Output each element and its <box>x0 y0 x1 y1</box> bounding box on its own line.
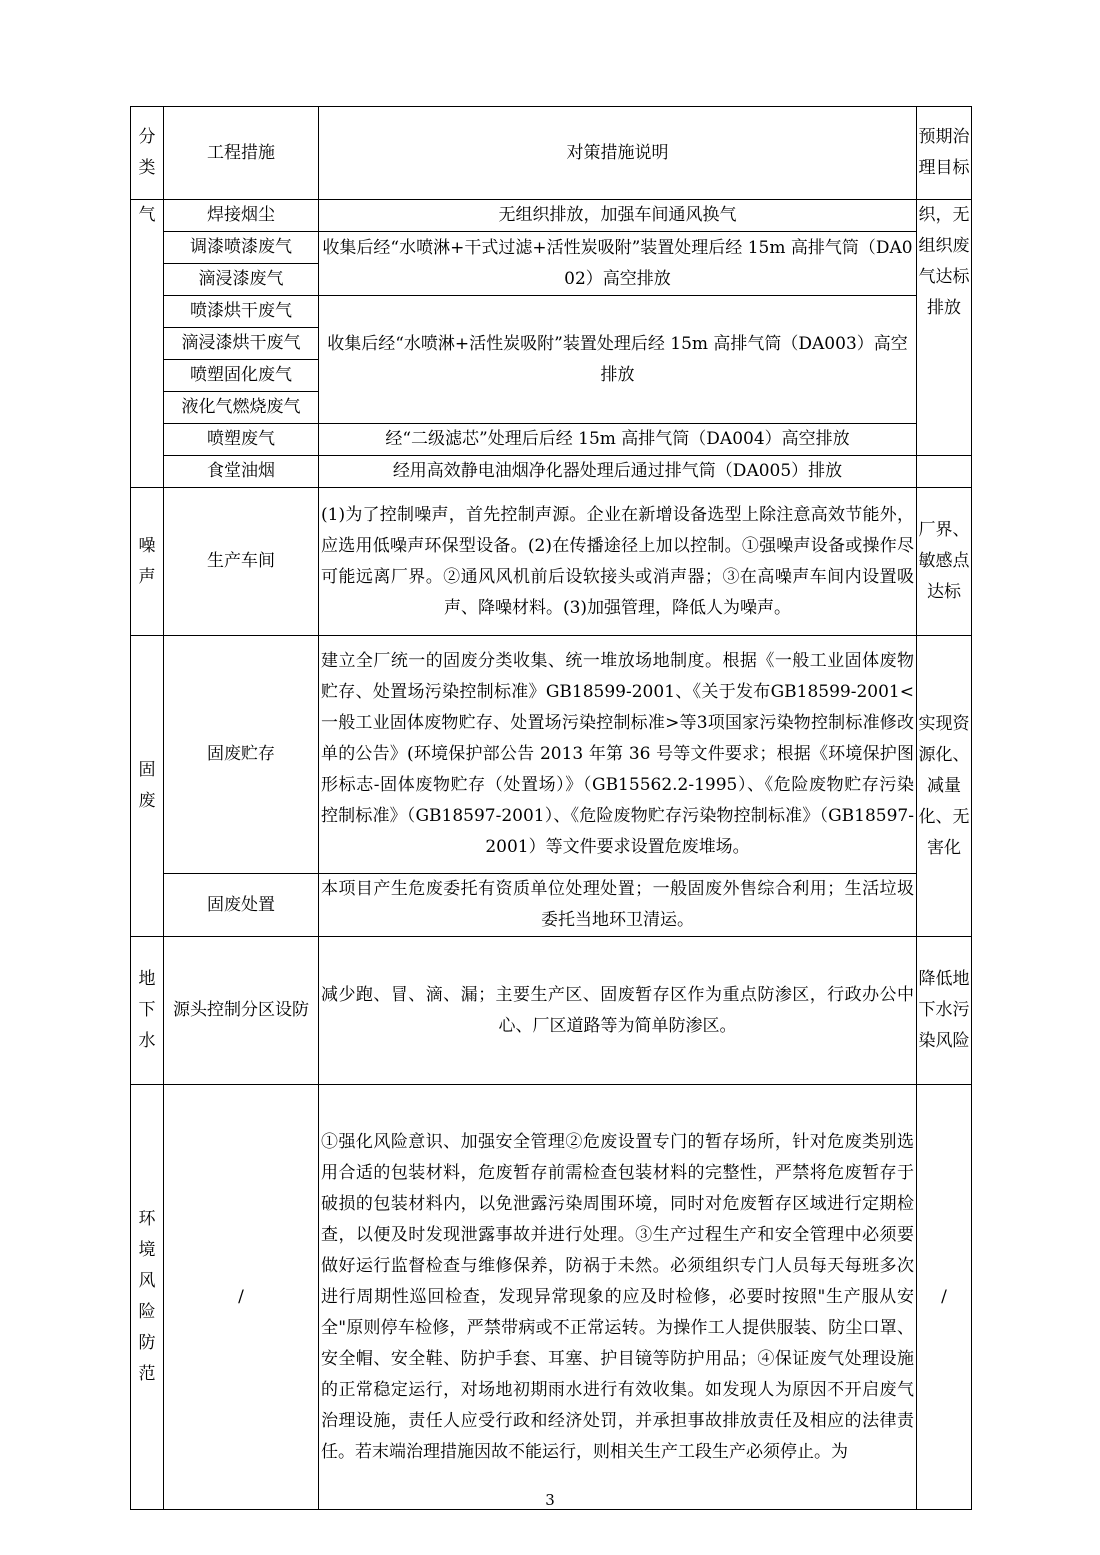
groundwater-description: 减少跑、冒、滴、漏；主要生产区、固废暂存区作为重点防渗区，行政办公中心、厂区道路等为简单防渗区。 <box>319 937 917 1085</box>
air-target-empty <box>917 456 972 488</box>
table-row <box>131 232 972 264</box>
air-measure: 喷漆烘干废气 <box>164 296 319 328</box>
air-description: 经“二级滤芯”处理后后经 15m 高排气筒（DA004）高空排放 <box>319 424 917 456</box>
header-row <box>131 107 972 200</box>
groundwater-target: 降低地下水污染风险 <box>917 937 972 1085</box>
air-description: 收集后经“水喷淋+活性炭吸附”装置处理后经 15m 高排气筒（DA003）高空排放 <box>319 296 917 424</box>
table-row <box>131 488 972 636</box>
noise-target: 厂界、敏感点达标 <box>917 488 972 636</box>
air-measure: 滴浸漆烘干废气 <box>164 328 319 360</box>
groundwater-category: 地下水 <box>131 937 164 1085</box>
header-category: 分类 <box>131 107 164 200</box>
measures-table <box>130 106 972 1510</box>
header-description: 对策措施说明 <box>319 107 917 200</box>
table-row <box>131 874 972 937</box>
noise-category: 噪声 <box>131 488 164 636</box>
air-category: 气 <box>131 200 164 488</box>
air-description: 无组织排放，加强车间通风换气 <box>319 200 917 232</box>
groundwater-measure: 源头控制分区设防 <box>164 937 319 1085</box>
table-row <box>131 937 972 1085</box>
table-row <box>131 1085 972 1510</box>
solid-description: 建立全厂统一的固废分类收集、统一堆放场地制度。根据《一般工业固体废物贮存、处置场污染控制标准》GB18599-2001、《关于发布GB18599-2001<一般工业固体废物贮存、处置场污染控制标准>等3项国家污染物控制标准修改单的公告》(环境保护部公告 2013 年第 36 号等文件要求；根据《环境保护图形标志-固体废物贮存（处置场）》（GB15562.2-1995）、《危险废物贮存污染控制标准》（GB18597-2001）、《危险废物贮存污染物控制标准》（GB18597-2001）等文件要求设置危废堆场。 <box>319 636 917 874</box>
air-measure: 喷塑固化废气 <box>164 360 319 392</box>
air-measure: 液化气燃烧废气 <box>164 392 319 424</box>
risk-target: / <box>917 1085 972 1510</box>
solid-target: 实现资源化、减量化、无害化 <box>917 636 972 937</box>
table-row <box>131 296 972 328</box>
solid-description: 本项目产生危废委托有资质单位处理处置；一般固废外售综合利用；生活垃圾委托当地环卫清运。 <box>319 874 917 937</box>
table-row <box>131 636 972 874</box>
air-description: 经用高效静电油烟净化器处理后通过排气筒（DA005）排放 <box>319 456 917 488</box>
solid-measure: 固废处置 <box>164 874 319 937</box>
risk-measure: / <box>164 1085 319 1510</box>
header-measure: 工程措施 <box>164 107 319 200</box>
air-measure: 焊接烟尘 <box>164 200 319 232</box>
table-row <box>131 456 972 488</box>
solid-category: 固废 <box>131 636 164 937</box>
page-number: 3 <box>545 1491 555 1509</box>
header-target: 预期治理目标 <box>917 107 972 200</box>
air-description: 收集后经“水喷淋+干式过滤+活性炭吸附”装置处理后经 15m 高排气筒（DA002）高空排放 <box>319 232 917 296</box>
table-row <box>131 200 972 232</box>
risk-category: 环境风险防范 <box>131 1085 164 1510</box>
solid-measure: 固废贮存 <box>164 636 319 874</box>
noise-description: (1)为了控制噪声，首先控制声源。企业在新增设备选型上除注意高效节能外，应选用低噪声环保型设备。(2)在传播途径上加以控制。①强噪声设备或操作尽可能远离厂界。②通风风机前后设软接头或消声器；③在高噪声车间内设置吸声、降噪材料。(3)加强管理，降低人为噪声。 <box>319 488 917 636</box>
air-target: 织，无组织废气达标排放 <box>917 200 972 456</box>
air-measure: 喷塑废气 <box>164 424 319 456</box>
risk-description: ①强化风险意识、加强安全管理②危废设置专门的暂存场所，针对危废类别选用合适的包装材料，危废暂存前需检查包装材料的完整性，严禁将危废暂存于破损的包装材料内，以免泄露污染周围环境，同时对危废暂存区域进行定期检查，以便及时发现泄露事故并进行处理。③生产过程生产和安全管理中必须要做好运行监督检查与维修保养，防祸于未然。必须组织专门人员每天每班多次进行周期性巡回检查，发现异常现象的应及时检修，必要时按照"生产服从安全"原则停车检修，严禁带病或不正常运转。为操作工人提供服装、防尘口罩、安全帽、安全鞋、防护手套、耳塞、护目镜等防护用品；④保证废气处理设施的正常稳定运行，对场地初期雨水进行有效收集。如发现人为原因不开启废气治理设施，责任人应受行政和经济处罚，并承担事故排放责任及相应的法律责任。若末端治理措施因故不能运行，则相关生产工段生产必须停止。为 <box>319 1085 917 1510</box>
air-measure: 调漆喷漆废气 <box>164 232 319 264</box>
air-measure: 食堂油烟 <box>164 456 319 488</box>
air-measure: 滴浸漆废气 <box>164 264 319 296</box>
noise-measure: 生产车间 <box>164 488 319 636</box>
table-row <box>131 424 972 456</box>
